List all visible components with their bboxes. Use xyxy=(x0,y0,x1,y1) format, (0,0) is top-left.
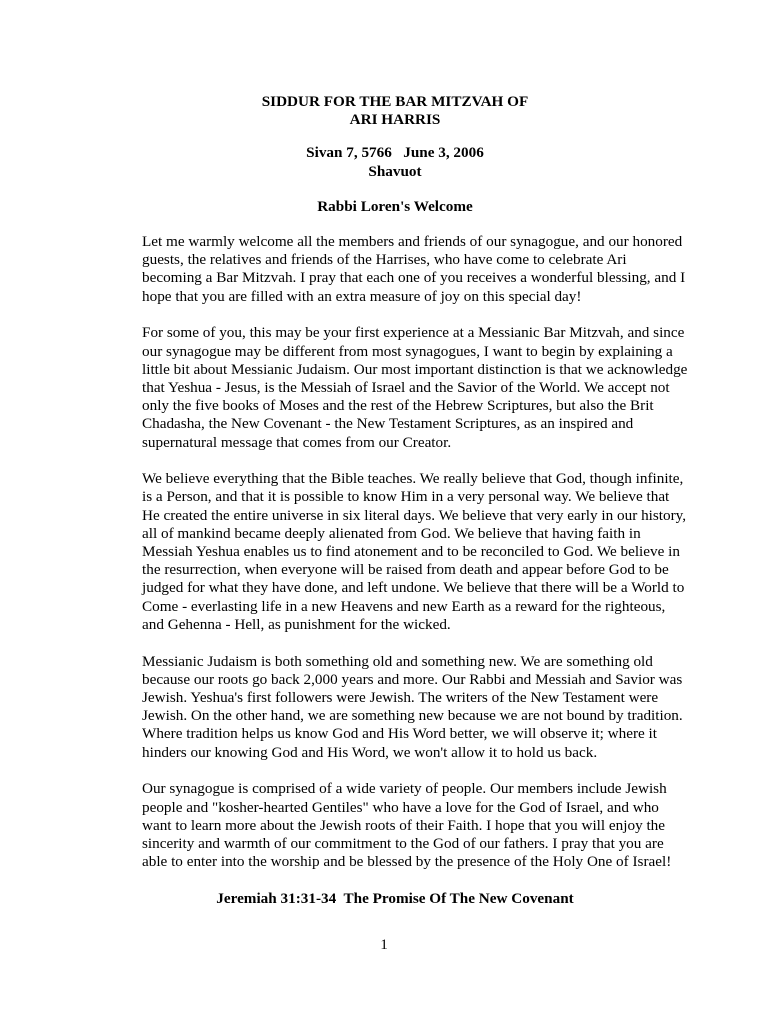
welcome-heading: Rabbi Loren's Welcome xyxy=(317,197,473,215)
text-line: Jewish. Yeshua's first followers were Jewish. The writers of the New Testament were xyxy=(142,688,659,706)
text-line: hope that you are filled with an extra measure of joy on this special day! xyxy=(142,287,582,305)
title-line-2: ARI HARRIS xyxy=(349,111,441,129)
text-line: that Yeshua - Jesus, is the Messiah of Israel and the Savior of the World. We accept not xyxy=(142,378,670,396)
text-line: only the five books of Moses and the rest of the Hebrew Scriptures, but also the Brit xyxy=(142,397,654,415)
text-line: hinders our knowing God and His Word, we won't allow it to hold us back. xyxy=(142,743,598,761)
text-line: For some of you, this may be your first experience at a Messianic Bar Mitzvah, and since xyxy=(142,324,685,342)
title-line-1: SIDDUR FOR THE BAR MITZVAH OF xyxy=(261,93,529,110)
text-line: because our roots go back 2,000 years and more. Our Rabbi and Messiah and Savior was xyxy=(142,670,683,688)
text-line: Jewish. On the other hand, we are something new because we are not bound by tradition. xyxy=(142,707,683,725)
welcome-body xyxy=(142,233,688,871)
paragraph-4 xyxy=(142,652,683,762)
text-line: Messiah Yeshua enables us to find atonement and to be reconciled to God. We believe in xyxy=(142,543,680,561)
text-line: Come - everlasting life in a new Heavens and new Earth as a reward for the righteous, xyxy=(142,597,666,615)
occasion-line: Shavuot xyxy=(368,162,422,180)
text-line: all of mankind became deeply alienated from God. We believe that having faith in xyxy=(142,524,641,542)
text-line: people and "kosher-hearted Gentiles" who have a love for the God of Israel, and who xyxy=(142,798,659,816)
text-line: Our synagogue is comprised of a wide variety of people. Our members include Jewish xyxy=(142,780,667,798)
text-line: able to enter into the worship and be blessed by the presence of the Holy One of Israel! xyxy=(142,853,672,871)
scripture-heading: Jeremiah 31:31-34 The Promise Of The New Covenant xyxy=(216,889,574,907)
page-number: 1 xyxy=(380,936,388,953)
text-line: want to learn more about the Jewish roots of their Faith. I hope that you will enjoy the xyxy=(142,816,666,834)
document-title xyxy=(142,93,648,129)
text-line: becoming a Bar Mitzvah. I pray that each one of you receives a wonderful blessing, and I xyxy=(142,269,686,287)
text-line: Chadasha, the New Covenant - the New Testament Scriptures, as an inspired and xyxy=(142,415,634,433)
paragraph-5 xyxy=(142,780,672,871)
text-line: He created the entire universe in six literal days. We believe that very early in our history, xyxy=(142,506,687,524)
text-line: is a Person, and that it is possible to know Him in a very personal way. We believe that xyxy=(142,488,670,506)
date-block xyxy=(142,144,648,180)
text-line: Messianic Judaism is both something old and something new. We are something old xyxy=(142,652,653,670)
paragraph-2 xyxy=(142,324,688,451)
text-line: We believe everything that the Bible teaches. We really believe that God, though infinite, xyxy=(142,470,684,488)
text-line: the resurrection, when everyone will be raised from death and appear before God to be xyxy=(142,561,669,579)
text-line: sincerity and warmth of our commitment to the God of our fathers. I pray that you are xyxy=(142,834,664,852)
date-line: Sivan 7, 5766 June 3, 2006 xyxy=(306,144,484,162)
text-line: judged for what they have done, and left undone. We believe that there will be a World to xyxy=(142,579,685,597)
text-line: little bit about Messianic Judaism. Our most important distinction is that we acknowledge xyxy=(142,360,688,378)
text-line: supernatural message that comes from our Creator. xyxy=(142,433,452,451)
text-line: Let me warmly welcome all the members and friends of our synagogue, and our honored xyxy=(142,233,683,251)
text-line: Where tradition helps us know God and His Word better, we will observe it; where it xyxy=(142,725,657,743)
text-line: our synagogue may be different from most synagogues, I want to begin by explaining a xyxy=(142,342,673,360)
text-line: guests, the relatives and friends of the Harrises, who have come to celebrate Ari xyxy=(142,251,627,269)
paragraph-1 xyxy=(142,233,686,306)
text-line: and Gehenna - Hell, as punishment for the wicked. xyxy=(142,615,451,633)
paragraph-3 xyxy=(142,470,687,634)
